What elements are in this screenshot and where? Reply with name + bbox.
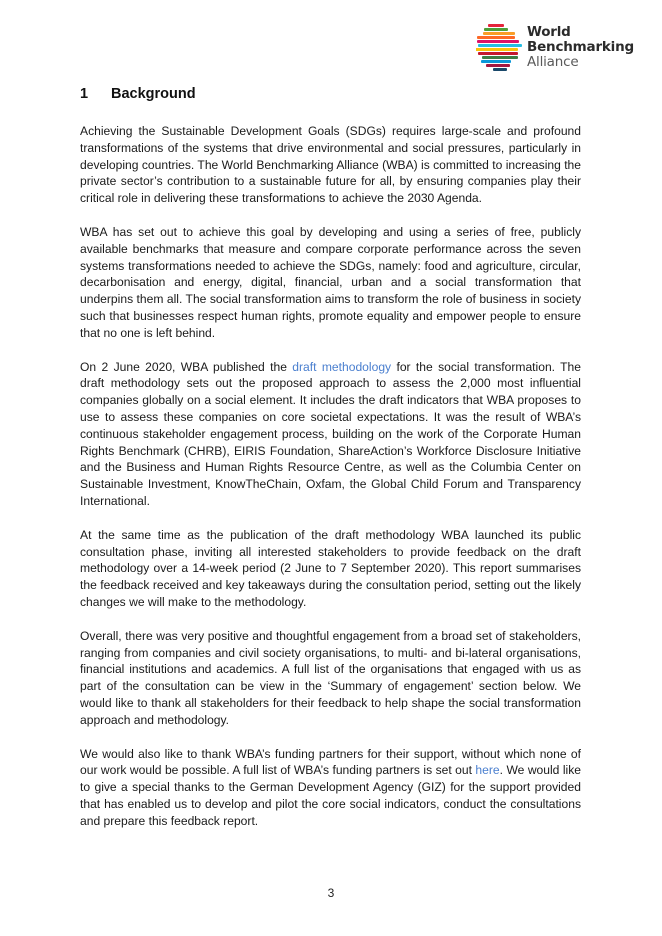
- draft-methodology-link[interactable]: draft methodology: [292, 359, 392, 374]
- logo-stripe: [477, 40, 519, 43]
- logo-stripe: [478, 44, 522, 47]
- logo-stripe: [483, 32, 515, 35]
- paragraph-wba-benchmarks: WBA has set out to achieve this goal by developing and using a series of free, publicly available benchmarks that measure and compare corporate performance across the seven systems transformations needed to achieve the SDGs, namely: food and agriculture, circular, decarbonisation and energy, digital, financial, urban and a social transformation that underpins them all. The social transformation aims to transform the role of business in society such that businesses respect human rights, promote equality and empower people to ensure that no one is left behind.: [80, 224, 581, 340]
- logo-stripe: [486, 64, 510, 67]
- wba-globe-stripes-icon: [476, 22, 522, 72]
- paragraph-sdgs-intro: Achieving the Sustainable Development Goals (SDGs) requires large-scale and profound transformations of the systems that drive environmental and social pressures, particularly in developing countries. The World Benchmarking Alliance (WBA) is committed to increasing the private sector’s contribution to a sustainable future for all, by ensuring companies play their critical role in delivering these transformations to achieve the 2030 Agenda.: [80, 124, 582, 206]
- section-number: 1: [80, 86, 89, 102]
- logo-stripe: [481, 60, 511, 63]
- document-body: [80, 123, 581, 846]
- logo-wordmark: [527, 25, 634, 70]
- wba-logo: [476, 22, 634, 72]
- funding-partners-here-link[interactable]: here: [475, 763, 500, 778]
- paragraph-text: On 2 June 2020, WBA published the: [80, 359, 293, 374]
- paragraph-engagement: Overall, there was very positive and thoughtful engagement from a broad set of stakeholders, ranging from companies and civil society organisations, to multi- and bi-lateral organisations, financial institutions and academics. A full list of the organisations that engaged with us as part of the consultation can be view in the ‘Summary of engagement’ section below. We would like to thank all stakeholders for their feedback to help shape the social transformation approach and methodology.: [80, 628, 581, 727]
- logo-stripe: [477, 36, 515, 39]
- paragraph-draft-methodology: [80, 359, 581, 510]
- logo-stripe: [493, 68, 507, 71]
- logo-text-benchmarking: Benchmarking: [527, 38, 634, 55]
- paragraph-consultation-phase: At the same time as the publication of the draft methodology WBA launched its public consultation phase, inviting all interested stakeholders to provide feedback on the draft methodology over a 14-week period (2 June to 7 September 2020). This report summarises the feedback received and key takeaways during the consultation period, setting out the likely changes we will make to the methodology.: [80, 527, 581, 609]
- logo-text-alliance: Alliance: [527, 53, 579, 70]
- logo-stripe: [488, 24, 504, 27]
- page-number: 3: [327, 886, 335, 900]
- paragraph-funding-partners: [80, 746, 581, 830]
- paragraph-text: . We would like to give a special thanks to the German Development Agency (GIZ) for the support provided that has enabled us to develop and pilot the core social indicators, conduct the consultations and prepare this feedback report.: [80, 763, 582, 828]
- logo-text-world: World: [527, 23, 571, 40]
- section-title: Background: [111, 86, 196, 102]
- logo-stripe: [476, 48, 518, 51]
- logo-stripe: [482, 56, 518, 59]
- logo-stripe: [484, 28, 508, 31]
- paragraph-text: We would also like to thank WBA’s funding partners for their support, without which none of our work would be possible. A full list of WBA’s funding partners is set out: [80, 746, 581, 778]
- section-heading: [80, 86, 196, 102]
- paragraph-text: for the social transformation. The draft methodology sets out the proposed approach to assess the 2,000 most influential companies globally on a social element. It includes the draft indicators that WBA proposes to use to assess these companies on core societal expectations. It was the result of WBA’s continuous stakeholder engagement process, building on the work of the Corporate Human Rights Benchmark (CHRB), EIRIS Foundation, ShareAction’s Workforce Disclosure Initiative and the Business and Human Rights Resource Centre, as well as the Columbia Center on Sustainable Investment, KnowTheChain, Oxfam, the Global Child Forum and Transparency International.: [80, 359, 581, 508]
- logo-stripe: [478, 52, 518, 55]
